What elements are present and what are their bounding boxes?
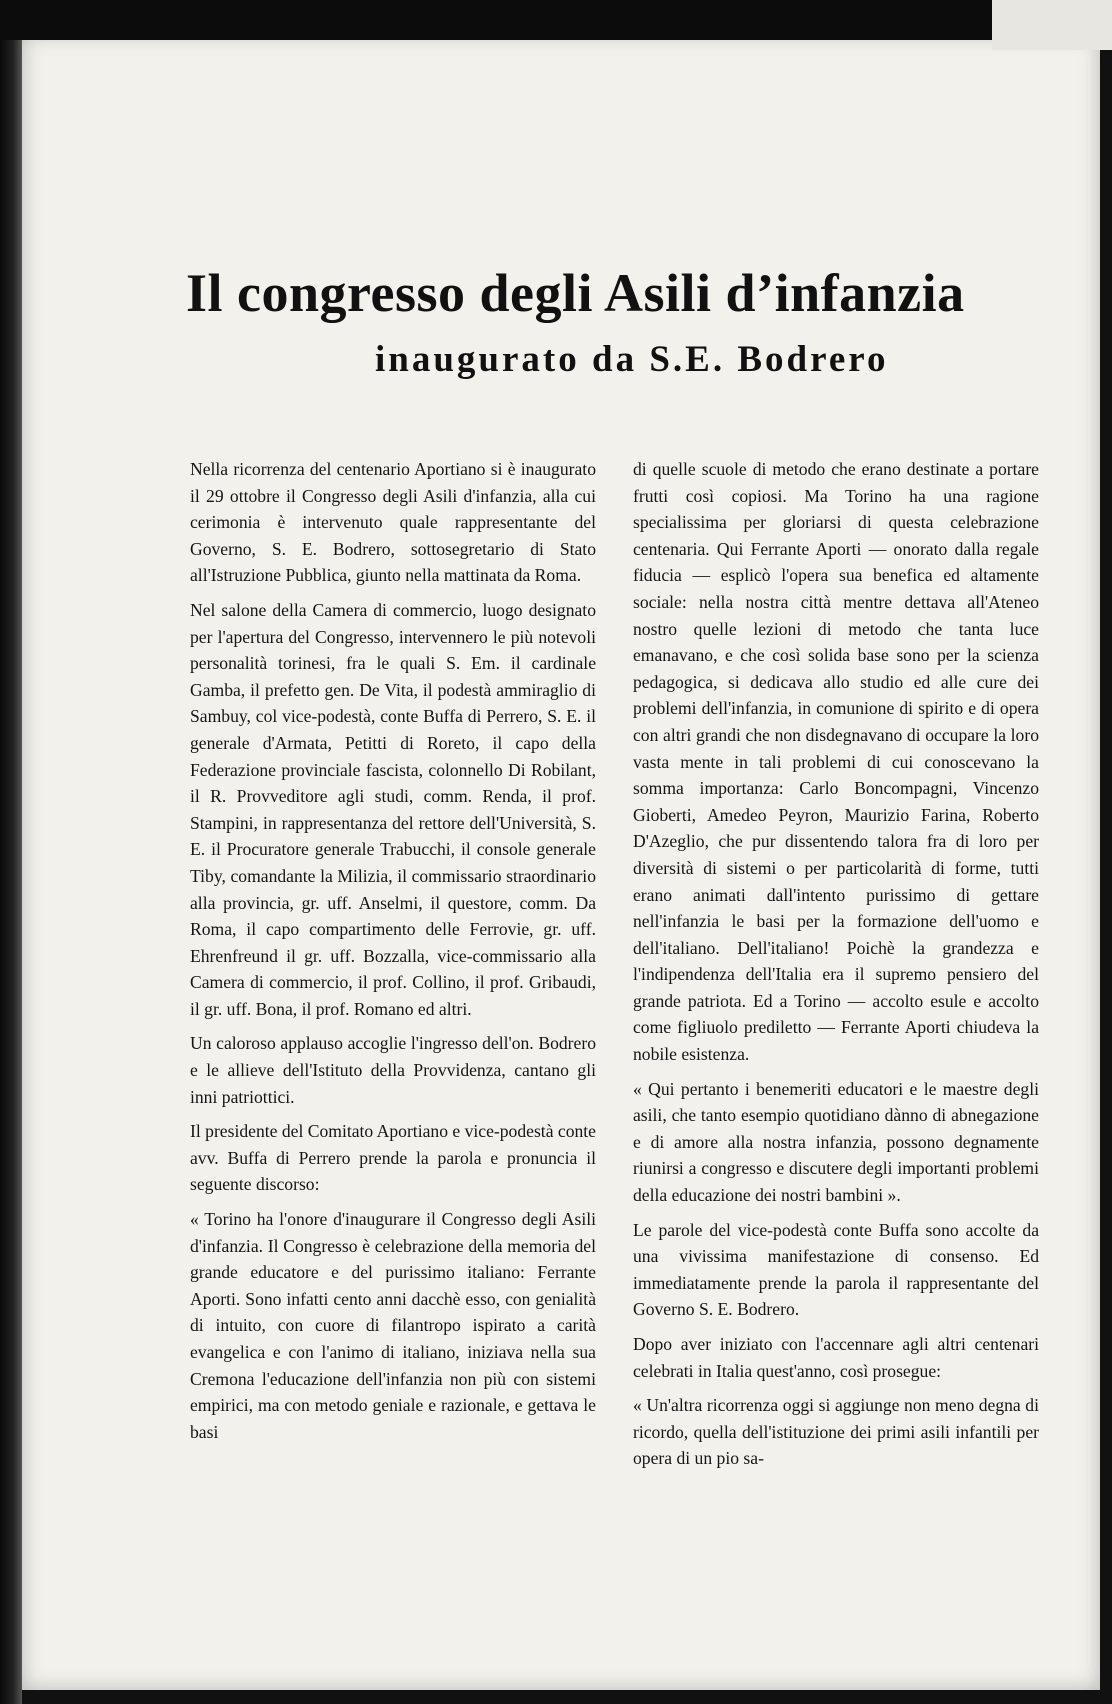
- article-title: Il congresso degli Asili d’infanzia: [186, 263, 965, 323]
- page-corner: [992, 0, 1112, 50]
- paragraph: Le parole del vice-podestà conte Buffa sono accolte da una vivissima manifestazione di consenso. Ed immediatamente prende la parola il rappresentante del Governo S. E. Bodrero.: [633, 1219, 1039, 1320]
- right-column: [633, 456, 1039, 1480]
- paragraph: « Qui pertanto i benemeriti educatori e le maestre degli asili, che tanto esempio quotidiano dànno di abnegazione e di amore alla nostra infanzia, possono degnamente riunirsi a congresso e discutere degli importanti problemi della educazione dei nostri bambini ».: [633, 1078, 1039, 1206]
- paragraph: di quelle scuole di metodo che erano destinate a portare frutti così copiosi. Ma Torino ha una ragione specialissima per gloriarsi di questa celebrazione centenaria. Qui Ferrante Aporti — onorato dalla regale fiducia — esplicò l'opera sua benefica ed altamente sociale: nella nostra città mentre dettava all'Ateneo nostro quelle lezioni di metodo che tanta luce emanavano, e che così solida base sono per la scienza pedagogica, si dedicava allo studio ed alle cure dei problemi dell'infanzia, in comunione di spirito e di opera con altri grandi che non disdegnavano di occupare la loro vasta mente in tali problemi di cui conoscevano la somma importanza: Carlo Boncompagni, Vincenzo Gioberti, Amedeo Peyron, Maurizio Farina, Roberto D'Azeglio, che pur dissentendo talora fra di loro per diversità di sistemi o per particolarità di forme, tutti erano animati dall'intento purissimo di gettare nell'infanzia le basi per la formazione dell'uomo e dell'italiano. Dell'italiano! Poichè la grandezza e l'indipendenza dell'Italia era il supremo pensiero del grande patriota. Ed a Torino — accolto esule e accolto come figliuolo prediletto — Ferrante Aporti chiudeva la nobile esistenza.: [633, 459, 1039, 1065]
- paragraph: Nel salone della Camera di commercio, luogo designato per l'apertura del Congresso, intervennero le più notevoli personalità torinesi, fra le quali S. Em. il cardinale Gamba, il prefetto gen. De Vita, il podestà ammiraglio di Sambuy, col vice-podestà, conte Buffa di Perrero, S. E. il generale d'Armata, Petitti di Roreto, il capo della Federazione provinciale fascista, colonnello Di Robilant, il R. Provveditore agli studi, comm. Renda, il prof. Stampini, in rappresentanza del rettore dell'Università, S. E. il Procuratore generale Trabucchi, il console generale Tiby, comandante la Milizia, il commissario straordinario alla provincia, gr. uff. Anselmi, il questore, comm. Da Roma, il capo compartimento delle Ferrovie, gr. uff. Ehrenfreund il gr. uff. Bozzalla, vice-commissario alla Camera di commercio, il prof. Collino, il prof. Gribaudi, il gr. uff. Bona, il prof. Romano ed altri.: [190, 599, 596, 1019]
- paragraph: Nella ricorrenza del centenario Aportiano si è inaugurato il 29 ottobre il Congresso degli Asili d'infanzia, alla cui cerimonia è intervenuto quale rappresentante del Governo, S. E. Bodrero, sottosegretario di Stato all'Istruzione Pubblica, giunto nella mattinata da Roma.: [190, 459, 596, 586]
- left-column: [190, 456, 596, 1453]
- paragraph: « Un'altra ricorrenza oggi si aggiunge non meno degna di ricordo, quella dell'istituzione dei primi asili infantili per opera di un pio sa-: [633, 1395, 1039, 1469]
- paragraph: Dopo aver iniziato con l'accennare agli altri centenari celebrati in Italia quest'anno, così prosegue:: [633, 1334, 1039, 1381]
- page-top-edge-shadow: [0, 0, 1112, 40]
- paragraph: « Torino ha l'onore d'inaugurare il Congresso degli Asili d'infanzia. Il Congresso è celebrazione della memoria del grande educatore e del purissimo italiano: Ferrante Aporti. Sono infatti cento anni dacchè esso, con genialità di intuito, con cuore di filantropo ispirato a carità evangelica e con l'animo di italiano, iniziava nella sua Cremona l'educazione dell'infanzia non più con sistemi empirici, ma con metodo geniale e razionale, e gettava le basi: [190, 1209, 596, 1442]
- article-subtitle: inaugurato da S.E. Bodrero: [375, 339, 889, 380]
- paragraph: Il presidente del Comitato Aportiano e vice-podestà conte avv. Buffa di Perrero prende la parola e pronuncia il seguente discorso:: [190, 1121, 596, 1195]
- page-left-edge-shadow: [0, 0, 22, 1704]
- paragraph: Un caloroso applauso accoglie l'ingresso dell'on. Bodrero e le allieve dell'Istituto della Provvidenza, cantano gli inni patriottici.: [190, 1033, 596, 1107]
